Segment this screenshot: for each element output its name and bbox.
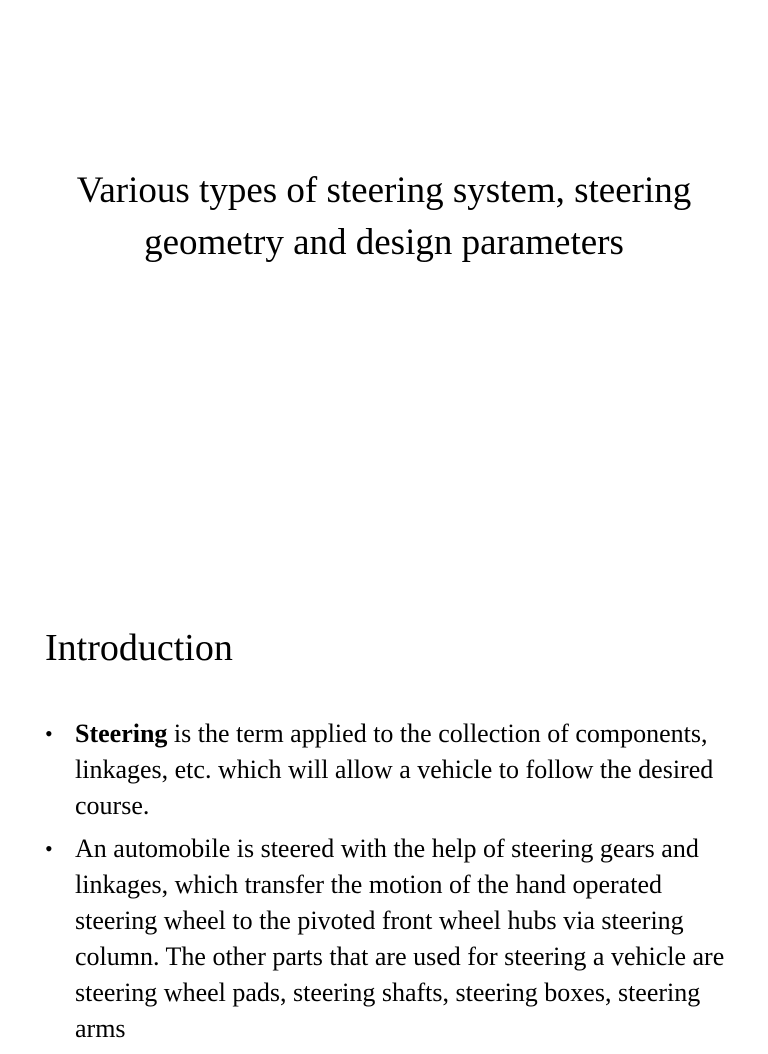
bullet-item-automobile-steering (45, 831, 735, 1047)
bullet-item-steering-definition (45, 716, 735, 824)
bullet-text: An automobile is steered with the help of steering gears and linkages, which transfer the motion of the hand operated steering wheel to the pivoted front wheel hubs via steering column. The other parts that are used for steering a vehicle are steering wheel pads, steering shafts, steering boxes, steering arms (75, 834, 725, 1043)
bullet-list (45, 716, 735, 1054)
introduction-slide (0, 576, 768, 1043)
slide-title: Various types of steering system, steering geometry and design parameters (76, 170, 692, 263)
bullet-text: is the term applied to the collection of components, linkages, etc. which will allow a vehicle to follow the desired course. (75, 719, 714, 820)
introduction-heading: Introduction (45, 627, 233, 669)
bullet-marker: • (45, 836, 53, 861)
bullet-marker: • (45, 721, 53, 746)
bold-term-steering: Steering (75, 719, 168, 748)
